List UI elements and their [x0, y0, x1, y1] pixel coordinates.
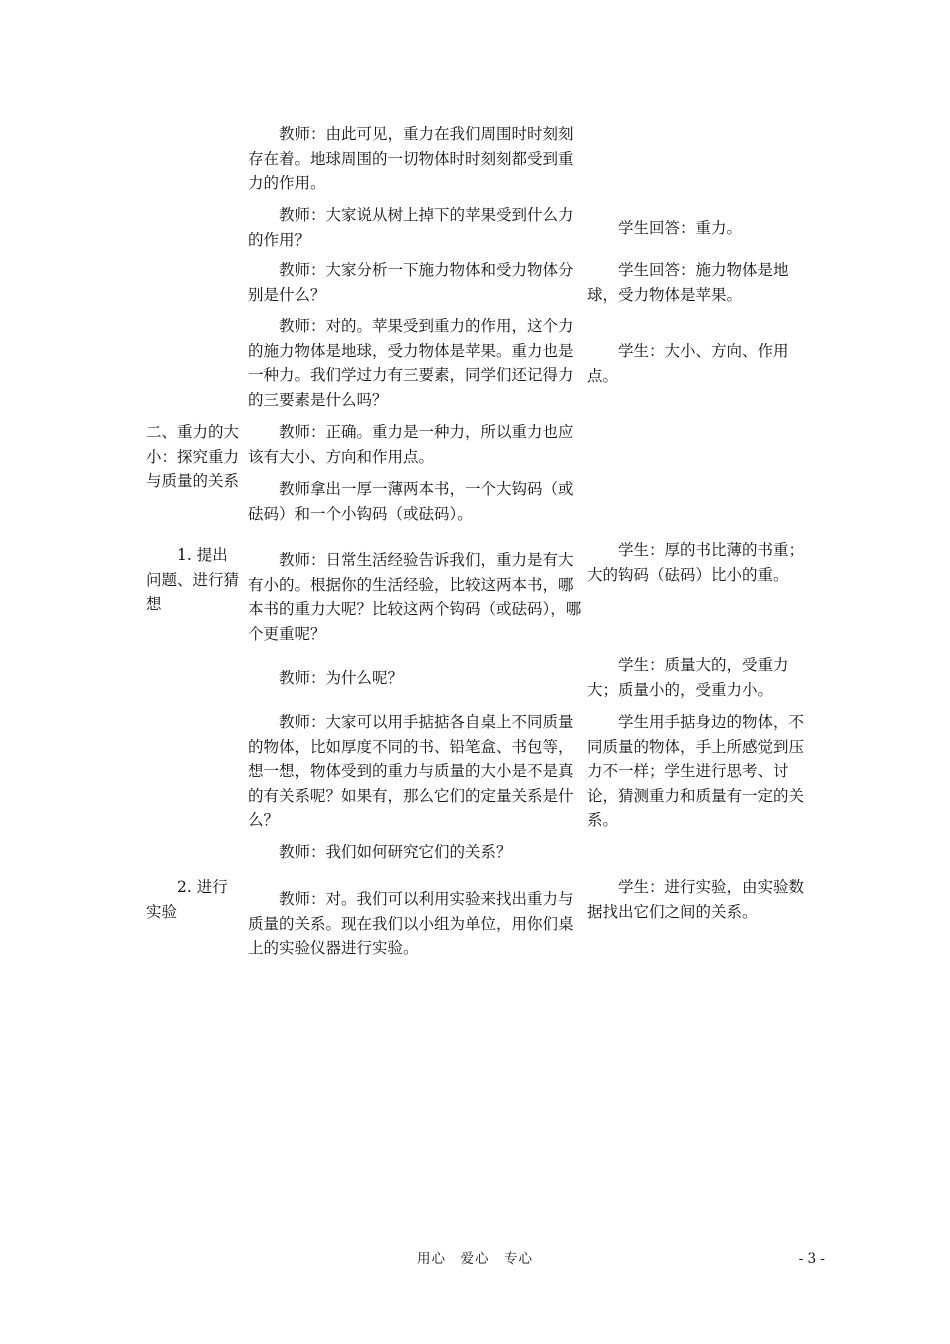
- teacher-text: 教师：大家分析一下施力物体和受力物体分别是什么？: [248, 261, 574, 304]
- page-number: - 3 -: [798, 1251, 825, 1267]
- teacher-text: 教师：由此可见，重力在我们周围时时刻刻存在着。地球周围的一切物体时时刻刻都受到重力的作用。: [248, 125, 574, 192]
- student-text: 学生：厚的书比薄的书重；大的钩码（砝码）比小的重。: [587, 541, 805, 584]
- student-text: 学生回答：施力物体是地球，受力物体是苹果。: [587, 261, 789, 304]
- teacher-text: 教师：大家可以用手掂掂各自桌上不同质量的物体，比如厚度不同的书、铅笔盒、书包等，想一想，物体受到的重力与质量的大小是不是真的有关系呢？如果有，那么它们的定量关系是什么？: [248, 713, 574, 829]
- footer-motto: 用心 爱心 专心: [417, 1251, 533, 1267]
- student-text: 学生：质量大的，受重力大；质量小的，受重力小。: [587, 656, 789, 699]
- teacher-text: 教师：日常生活经验告诉我们，重力是有大有小的。根据你的生活经验，比较这两本书，哪本书的重力大呢？比较这两个钩码（或砝码），哪个更重呢？: [248, 551, 582, 643]
- section-heading: 2. 进行实验: [146, 878, 228, 921]
- teacher-text: 教师：大家说从树上掉下的苹果受到什么力的作用？: [248, 206, 574, 249]
- student-text: 学生：大小、方向、作用点。: [587, 342, 789, 385]
- section-heading: 1. 提出问题、进行猜想: [146, 546, 240, 613]
- student-text: 学生用手掂身边的物体，不同质量的物体，手上所感觉到压力不一样；学生进行思考、讨论，猜测重力和质量有一定的关系。: [587, 713, 805, 829]
- teacher-text: 教师：正确。重力是一种力，所以重力也应该有大小、方向和作用点。: [248, 423, 574, 466]
- teacher-text: 教师：为什么呢？: [279, 669, 404, 687]
- teacher-text: 教师：对的。苹果受到重力的作用，这个力的施力物体是地球，受力物体是苹果。重力也是一种力。我们学过力有三要素，同学们还记得力的三要素是什么吗？: [248, 317, 574, 409]
- student-text: 学生回答：重力。: [618, 219, 743, 237]
- teacher-text: 教师拿出一厚一薄两本书，一个大钩码（或砝码）和一个小钩码（或砝码）。: [248, 480, 574, 523]
- section-heading: 二、重力的大小：探究重力与质量的关系: [146, 423, 240, 490]
- teacher-text: 教师：我们如何研究它们的关系？: [279, 843, 512, 861]
- teacher-text: 教师：对。我们可以利用实验来找出重力与质量的关系。现在我们以小组为单位，用你们桌上的实验仪器进行实验。: [248, 890, 574, 957]
- student-text: 学生：进行实验，由实验数据找出它们之间的关系。: [587, 878, 805, 921]
